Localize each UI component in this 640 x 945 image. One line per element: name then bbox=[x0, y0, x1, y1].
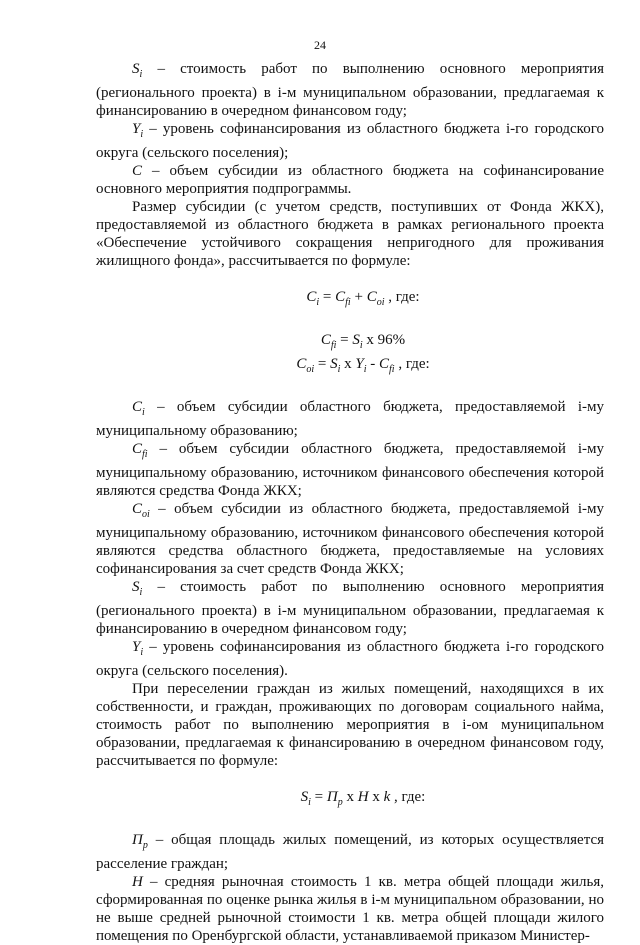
symbol-subscript: p bbox=[142, 840, 148, 851]
formula-coi: $C_{oi} = S_i$ x $Y_i - C_{fi}$ , где: bbox=[296, 356, 430, 375]
definition-text: – объем субсидии областного бюджета, предоставляемой i-му муниципальному образованию, источником финансового обеспечения которой являются средства Фонда ЖКХ; bbox=[96, 441, 604, 499]
symbol: S bbox=[132, 61, 140, 77]
definition-yi bbox=[96, 120, 604, 162]
definition-text: – общая площадь жилых помещений, из которых осуществляется расселение граждан; bbox=[96, 832, 604, 872]
definition-text: – уровень софинансирования из областного бюджета i-го городского округа (сельского поселения); bbox=[96, 121, 604, 161]
definition-text: – стоимость работ по выполнению основного мероприятия (регионального проекта) в i-м муниципальном образовании, предлагаемая к финансированию в очередном финансовом году; bbox=[96, 579, 604, 637]
resettlement-paragraph: При переселении граждан из жилых помещений, находящихся в их собственности, и граждан, проживающих по договорам социального найма, стоимость работ по выполнению мероприятия в i-ом муниципальном образовании, предлагаемая к финансированию в очередном финансовом году, рассчитывается по формуле: bbox=[96, 681, 604, 769]
definition-si bbox=[96, 60, 604, 120]
symbol: Y bbox=[132, 121, 141, 137]
symbol: Y bbox=[132, 639, 141, 655]
definition-text: – уровень софинансирования из областного бюджета i-го городского округа (сельского поселения). bbox=[96, 639, 604, 679]
definition-text: – объем субсидии из областного бюджета, предоставляемой i-му муниципальному образованию, источником финансового обеспечения которой являются средства областного бюджета, предоставляемые на условиях софинансирования за счет средств Фонда ЖКХ; bbox=[96, 501, 604, 577]
symbol: S bbox=[132, 579, 140, 595]
definition-cfi bbox=[96, 440, 604, 500]
subsidy-intro-paragraph: Размер субсидии (с учетом средств, поступивших от Фонда ЖКХ), предоставляемой из областного бюджета в рамках регионального проекта «Обеспечение устойчивого сокращения непригодного для проживания жилищного фонда», рассчитывается по формуле: bbox=[96, 199, 604, 269]
definition-coi bbox=[96, 500, 604, 578]
symbol-subscript: i bbox=[140, 647, 144, 658]
definition-yi-2 bbox=[96, 638, 604, 680]
symbol: П bbox=[132, 832, 143, 848]
symbol-subscript: i bbox=[142, 407, 145, 418]
definition-text: – объем субсидии областного бюджета, предоставляемой i-му муниципальному образованию; bbox=[96, 399, 604, 439]
definition-ci bbox=[96, 398, 604, 440]
symbol-subscript: i bbox=[139, 587, 143, 598]
page-number: 24 bbox=[314, 38, 326, 52]
symbol-subscript: i bbox=[140, 129, 144, 140]
symbol-subscript: i bbox=[139, 69, 143, 80]
definition-h bbox=[96, 873, 604, 945]
symbol: C bbox=[132, 441, 143, 457]
definition-c bbox=[96, 162, 604, 198]
symbol: C bbox=[132, 501, 143, 517]
symbol: H bbox=[132, 874, 143, 890]
formula-si: $S_i = П_p$ x H x k , где: bbox=[300, 789, 426, 808]
definition-text: – средняя рыночная стоимость 1 кв. метра общей площади жилья, сформированная по оценке рынка жилья в i-м муниципальном образовании, но не выше средней рыночной стоимости 1 кв. метра общей площади жилого помещения по Оренбургской области, устанавливаемой приказом Министер- bbox=[96, 874, 604, 944]
symbol-subscript: fi bbox=[142, 449, 148, 460]
symbol: C bbox=[132, 399, 143, 415]
definition-si-2 bbox=[96, 578, 604, 638]
document-body bbox=[96, 60, 604, 945]
definition-pp bbox=[96, 831, 604, 873]
symbol-subscript: oi bbox=[142, 509, 150, 520]
formula-ci: $C_i = C_{fi} + C_{oi}$ , где: bbox=[306, 289, 420, 308]
definition-text: – объем субсидии из областного бюджета на софинансирование основного мероприятия подпрограммы. bbox=[96, 163, 604, 197]
symbol: C bbox=[132, 163, 143, 179]
formula-cfi: $C_{fi} = S_i$ x 96% bbox=[320, 332, 406, 351]
definition-text: – стоимость работ по выполнению основного мероприятия (регионального проекта) в i-м муниципальном образовании, предлагаемая к финансированию в очередном финансовом году; bbox=[96, 61, 604, 119]
